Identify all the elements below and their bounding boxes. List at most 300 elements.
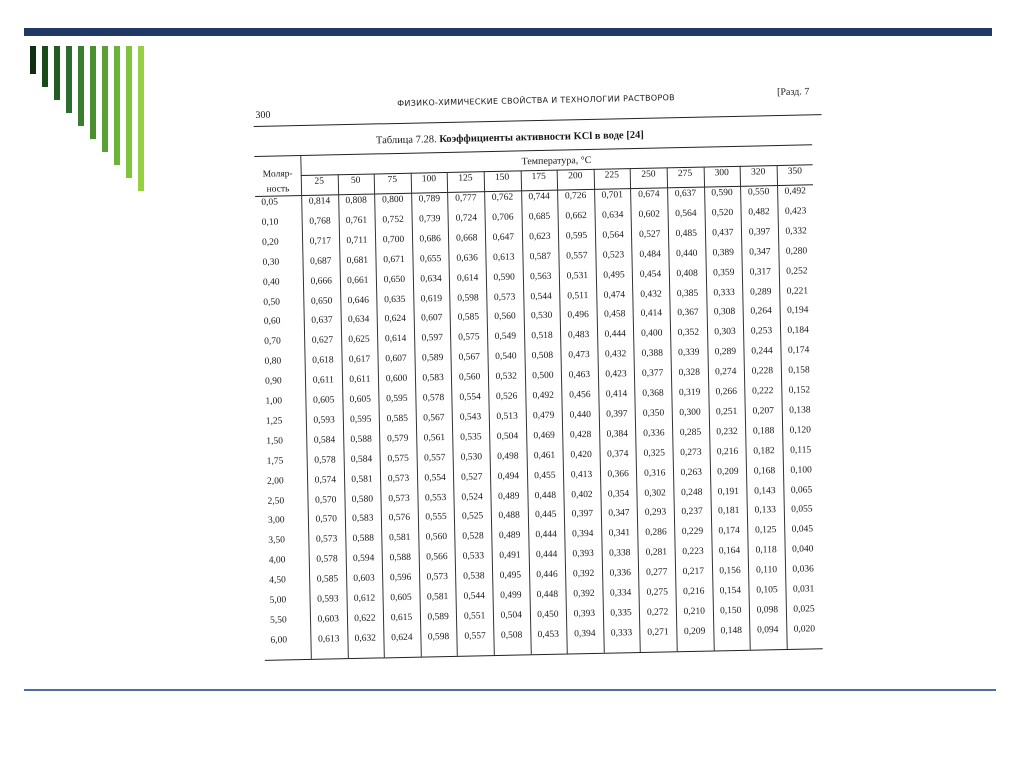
activity-coefficient-cell: 0,492 (532, 390, 555, 402)
activity-coefficient-cell: 0,020 (793, 624, 816, 635)
activity-coefficient-cell: 0,120 (789, 425, 812, 436)
activity-coefficient-cell: 0,184 (787, 325, 809, 337)
activity-coefficient-cell: 0,168 (753, 465, 776, 477)
activity-coefficient-cell: 0,581 (389, 533, 411, 544)
activity-coefficient-cell: 0,207 (752, 406, 775, 417)
activity-coefficient-cell: 0,590 (493, 272, 515, 283)
activity-coefficient-cell: 0,594 (352, 553, 375, 565)
activity-coefficient-cell: 0,602 (638, 209, 661, 220)
activity-coefficient-cell: 0,341 (608, 528, 631, 539)
temperature-column-header: 350 (787, 166, 803, 177)
activity-coefficient-cell: 0,605 (349, 394, 372, 406)
activity-coefficient-cell: 0,789 (418, 194, 441, 205)
activity-coefficient-cell: 0,045 (791, 524, 814, 536)
activity-coefficient-cell: 0,125 (754, 525, 777, 536)
activity-coefficient-cell: 0,555 (425, 512, 447, 523)
activity-coefficient-cell: 0,530 (530, 311, 553, 322)
activity-coefficient-cell: 0,635 (384, 294, 406, 305)
activity-coefficient-cell: 0,524 (461, 491, 483, 503)
activity-coefficient-cell: 0,489 (498, 530, 521, 542)
activity-coefficient-cell: 0,598 (457, 292, 479, 304)
activity-coefficient-cell: 0,222 (752, 386, 774, 397)
activity-coefficient-cell: 0,232 (716, 426, 738, 438)
activity-coefficient-cell: 0,605 (312, 395, 335, 406)
molality-value: 0,30 (262, 257, 280, 268)
molality-value: 0,90 (264, 376, 282, 387)
activity-coefficient-cell: 0,336 (609, 568, 632, 579)
table-title-prefix: Таблица 7.28. (375, 134, 437, 147)
activity-coefficient-cell: 0,518 (531, 331, 553, 342)
activity-coefficient-cell: 0,647 (492, 232, 515, 243)
activity-coefficient-cell: 0,280 (785, 246, 808, 257)
activity-coefficient-cell: 0,036 (792, 564, 814, 575)
activity-coefficient-cell: 0,385 (676, 288, 699, 299)
activity-coefficient-cell: 0,094 (757, 624, 779, 636)
temperature-column-header: 225 (604, 170, 620, 181)
activity-coefficient-cell: 0,560 (425, 532, 448, 543)
activity-coefficient-cell: 0,724 (455, 213, 478, 224)
activity-coefficient-cell: 0,110 (755, 565, 778, 576)
activity-coefficient-cell: 0,598 (427, 631, 450, 643)
activity-coefficient-cell: 0,210 (683, 606, 706, 617)
activity-coefficient-cell: 0,540 (495, 351, 517, 363)
activity-coefficient-cell: 0,263 (680, 467, 703, 478)
activity-coefficient-cell: 0,485 (675, 228, 698, 239)
activity-coefficient-cell: 0,567 (423, 412, 445, 424)
activity-coefficient-cell: 0,388 (641, 348, 664, 360)
activity-coefficient-cell: 0,455 (534, 470, 556, 481)
activity-coefficient-cell: 0,334 (609, 588, 632, 599)
activity-coefficient-cell: 0,563 (529, 271, 552, 282)
activity-coefficient-cell: 0,444 (604, 329, 627, 340)
temperature-column-header: 275 (677, 168, 693, 180)
activity-coefficient-cell: 0,583 (422, 373, 444, 384)
activity-coefficient-cell: 0,319 (678, 387, 701, 399)
activity-coefficient-cell: 0,174 (718, 526, 740, 537)
activity-coefficient-cell: 0,686 (419, 233, 441, 245)
activity-coefficient-cell: 0,595 (349, 414, 372, 425)
stripe-2 (42, 46, 48, 87)
activity-coefficient-cell: 0,437 (712, 227, 734, 239)
activity-coefficient-cell: 0,473 (568, 350, 590, 361)
activity-coefficient-cell: 0,281 (645, 547, 668, 559)
molality-header-line2: ность (266, 184, 290, 195)
molality-value: 1,50 (266, 436, 284, 447)
activity-coefficient-cell: 0,551 (463, 611, 486, 622)
activity-coefficient-cell: 0,585 (316, 574, 339, 585)
activity-coefficient-cell: 0,615 (390, 612, 413, 624)
running-head: ФИЗИКО-ХИМИЧЕСКИЕ СВОЙСТВА И ТЕХНОЛОГИИ РАСТВОРОВ (397, 93, 676, 108)
activity-coefficient-cell: 0,549 (494, 331, 517, 343)
activity-coefficient-cell: 0,479 (532, 410, 555, 422)
activity-coefficient-cell: 0,611 (312, 375, 334, 386)
molality-header (255, 167, 302, 198)
activity-coefficient-cell: 0,814 (308, 196, 331, 207)
activity-coefficient-cell: 0,440 (569, 409, 592, 421)
activity-coefficient-cell: 0,573 (388, 493, 410, 504)
activity-coefficient-cell: 0,526 (495, 391, 518, 402)
activity-coefficient-cell: 0,264 (750, 306, 772, 318)
activity-coefficient-cell: 0,384 (606, 429, 629, 440)
activity-coefficient-cell: 0,661 (347, 275, 369, 286)
activity-coefficient-cell: 0,339 (678, 347, 700, 359)
activity-coefficient-cell: 0,293 (644, 507, 667, 519)
activity-coefficient-cell: 0,528 (462, 531, 484, 543)
activity-coefficient-cell: 0,607 (421, 313, 443, 324)
activity-coefficient-cell: 0,275 (646, 587, 669, 598)
activity-coefficient-cell: 0,564 (675, 208, 697, 220)
activity-coefficient-cell: 0,527 (460, 471, 483, 483)
activity-coefficient-cell: 0,423 (605, 369, 627, 380)
activity-coefficient-cell: 0,191 (717, 486, 740, 497)
activity-coefficient-cell: 0,584 (350, 454, 373, 465)
activity-coefficient-cell: 0,538 (463, 571, 485, 582)
activity-coefficient-cell: 0,482 (748, 207, 770, 218)
activity-coefficient-cell: 0,285 (679, 427, 702, 438)
activity-coefficient-cell: 0,619 (420, 293, 443, 305)
activity-coefficient-cell: 0,392 (572, 569, 595, 580)
top-accent-bar (24, 28, 992, 36)
activity-coefficient-cell: 0,414 (640, 308, 663, 320)
activity-coefficient-cell: 0,590 (711, 187, 733, 199)
activity-coefficient-cell: 0,527 (638, 229, 661, 240)
activity-coefficient-cell: 0,585 (457, 312, 480, 324)
temperature-column-header: 150 (494, 172, 510, 183)
activity-coefficient-cell: 0,674 (638, 189, 660, 200)
activity-coefficient-cell: 0,578 (316, 554, 338, 565)
activity-coefficient-cell: 0,300 (679, 407, 701, 419)
activity-coefficient-cell: 0,762 (491, 192, 514, 204)
activity-coefficient-cell: 0,448 (536, 589, 559, 601)
activity-coefficient-cell: 0,115 (790, 445, 812, 456)
activity-coefficient-cell: 0,209 (717, 466, 739, 477)
activity-coefficient-cell: 0,105 (756, 585, 778, 596)
activity-coefficient-cell: 0,573 (315, 534, 338, 546)
molality-value: 1,25 (265, 416, 283, 427)
activity-coefficient-cell: 0,143 (754, 485, 776, 497)
activity-coefficient-cell: 0,593 (317, 594, 339, 605)
activity-coefficient-cell: 0,573 (387, 473, 410, 484)
activity-coefficient-cell: 0,397 (571, 509, 594, 520)
activity-coefficient-cell: 0,432 (640, 288, 662, 300)
activity-coefficient-cell: 0,414 (605, 389, 628, 400)
activity-coefficient-cell: 0,612 (353, 593, 376, 604)
temperature-column-header: 100 (421, 174, 437, 185)
stripe-6 (90, 46, 96, 139)
activity-coefficient-cell: 0,579 (386, 433, 409, 445)
activity-coefficient-cell: 0,488 (498, 510, 520, 522)
activity-coefficient-cell: 0,560 (458, 372, 481, 383)
activity-coefficient-cell: 0,508 (531, 350, 554, 362)
activity-coefficient-cell: 0,138 (789, 405, 811, 416)
molality-value: 0,60 (263, 316, 281, 328)
activity-coefficient-cell: 0,182 (753, 445, 775, 457)
activity-coefficient-cell: 0,632 (354, 633, 377, 644)
stripe-8 (114, 46, 120, 165)
activity-coefficient-cell: 0,408 (676, 268, 698, 279)
activity-coefficient-cell: 0,717 (309, 236, 332, 247)
molality-value: 3,00 (267, 515, 285, 527)
molality-value: 1,75 (266, 456, 284, 467)
activity-coefficient-cell: 0,655 (419, 253, 442, 265)
activity-coefficient-cell: 0,359 (712, 267, 735, 278)
activity-coefficient-cell: 0,489 (497, 491, 520, 502)
activity-coefficient-cell: 0,603 (353, 573, 375, 585)
activity-coefficient-cell: 0,531 (566, 270, 589, 282)
activity-coefficient-cell: 0,221 (786, 285, 809, 297)
activity-coefficient-cell: 0,681 (346, 255, 369, 266)
activity-coefficient-cell: 0,576 (388, 513, 411, 524)
activity-coefficient-cell: 0,150 (720, 605, 742, 617)
activity-coefficient-cell: 0,440 (675, 248, 698, 259)
activity-coefficient-cell: 0,248 (680, 487, 703, 498)
activity-coefficient-cell: 0,445 (534, 510, 557, 521)
activity-coefficient-cell: 0,031 (792, 584, 815, 595)
molality-value: 0,40 (262, 277, 280, 288)
activity-coefficient-cell: 0,554 (459, 392, 481, 403)
activity-coefficient-cell: 0,389 (712, 247, 735, 259)
activity-coefficient-cell: 0,461 (533, 450, 556, 461)
activity-coefficient-cell: 0,589 (427, 611, 449, 623)
temperature-column-header: 200 (568, 171, 583, 182)
activity-coefficient-cell: 0,251 (715, 406, 738, 418)
activity-coefficient-cell: 0,444 (535, 549, 558, 561)
activity-coefficient-cell: 0,484 (639, 249, 661, 260)
activity-coefficient-cell: 0,800 (381, 194, 404, 206)
activity-coefficient-cell: 0,589 (421, 353, 444, 364)
activity-coefficient-cell: 0,055 (791, 504, 813, 516)
activity-coefficient-cell: 0,744 (528, 191, 550, 203)
activity-coefficient-cell: 0,535 (460, 432, 482, 443)
activity-coefficient-cell: 0,595 (565, 230, 588, 242)
activity-coefficient-cell: 0,025 (793, 604, 815, 615)
activity-coefficient-cell: 0,557 (423, 452, 446, 464)
activity-coefficient-cell: 0,625 (348, 334, 370, 346)
activity-coefficient-cell: 0,181 (717, 506, 740, 517)
temperature-column-header: 250 (641, 169, 656, 180)
activity-coefficient-cell: 0,508 (500, 630, 523, 641)
activity-coefficient-cell: 0,525 (461, 511, 484, 523)
activity-coefficient-cell: 0,560 (494, 311, 516, 323)
temperature-column-header: 300 (714, 168, 729, 179)
activity-coefficient-cell: 0,394 (574, 628, 596, 640)
activity-coefficient-cell: 0,118 (755, 545, 777, 556)
activity-coefficient-cell: 0,520 (711, 207, 734, 219)
activity-coefficient-cell: 0,347 (608, 508, 630, 520)
activity-coefficient-cell: 0,504 (500, 610, 523, 621)
activity-coefficient-cell: 0,605 (390, 592, 412, 604)
stripe-4 (66, 46, 72, 113)
activity-coefficient-cell: 0,148 (720, 625, 743, 637)
activity-coefficient-cell: 0,328 (678, 367, 701, 379)
activity-coefficient-cell: 0,393 (572, 549, 594, 560)
activity-coefficient-cell: 0,393 (573, 608, 596, 620)
molality-value: 3,50 (268, 535, 286, 547)
activity-coefficient-cell: 0,504 (496, 431, 519, 442)
temperature-column-header: 320 (751, 167, 766, 178)
activity-coefficient-cell: 0,581 (426, 592, 449, 603)
activity-coefficient-cell: 0,494 (497, 471, 520, 482)
activity-coefficient-cell: 0,174 (787, 345, 810, 357)
activity-coefficient-cell: 0,100 (790, 464, 812, 476)
stripe-1 (30, 46, 36, 74)
activity-coefficient-cell: 0,550 (747, 187, 770, 198)
activity-coefficient-cell: 0,336 (643, 428, 665, 439)
activity-coefficient-cell: 0,808 (345, 195, 367, 207)
activity-coefficient-cell: 0,272 (646, 607, 669, 618)
activity-coefficient-cell: 0,553 (424, 492, 447, 503)
activity-coefficient-cell: 0,668 (455, 233, 478, 244)
activity-coefficient-cell: 0,333 (713, 287, 735, 298)
activity-coefficient-cell: 0,523 (602, 249, 625, 261)
activity-coefficient-cell: 0,413 (570, 469, 593, 481)
temperature-column-header: 75 (387, 175, 398, 186)
activity-coefficient-cell: 0,564 (602, 230, 624, 241)
activity-coefficient-cell: 0,277 (646, 567, 668, 578)
activity-coefficient-cell: 0,777 (455, 193, 477, 204)
molality-value: 4,00 (268, 555, 286, 566)
stripe-7 (102, 46, 108, 152)
activity-coefficient-cell: 0,244 (751, 346, 773, 357)
activity-coefficient-cell: 0,711 (346, 235, 368, 246)
activity-coefficient-cell: 0,446 (536, 569, 558, 581)
activity-coefficient-cell: 0,495 (499, 570, 522, 582)
temperature-column-header: 50 (350, 175, 361, 186)
activity-coefficient-cell: 0,637 (311, 315, 333, 327)
activity-coefficient-cell: 0,544 (530, 291, 552, 302)
activity-coefficient-cell: 0,188 (752, 425, 775, 437)
activity-coefficient-cell: 0,463 (568, 370, 591, 381)
stripe-9 (126, 46, 132, 178)
activity-coefficient-cell: 0,570 (315, 494, 337, 506)
activity-coefficient-cell: 0,614 (456, 272, 479, 284)
activity-coefficient-cell: 0,496 (567, 310, 589, 321)
activity-coefficient-cell: 0,566 (426, 552, 448, 563)
activity-coefficient-cell: 0,453 (537, 629, 560, 640)
activity-coefficient-cell: 0,354 (607, 488, 630, 500)
activity-coefficient-cell: 0,400 (641, 328, 663, 340)
activity-coefficient-cell: 0,289 (749, 286, 772, 298)
activity-coefficient-cell: 0,158 (788, 365, 810, 376)
activity-coefficient-cell: 0,228 (751, 366, 774, 377)
activity-coefficient-cell: 0,530 (460, 451, 483, 463)
activity-coefficient-cell: 0,624 (384, 314, 407, 325)
activity-coefficient-cell: 0,543 (459, 412, 482, 423)
decorative-stripes (30, 46, 170, 206)
activity-coefficient-cell: 0,271 (647, 627, 669, 638)
temperature-column-header: 175 (531, 171, 546, 183)
activity-coefficient-cell: 0,420 (570, 449, 592, 461)
activity-coefficient-cell: 0,366 (607, 468, 629, 480)
activity-coefficient-cell: 0,650 (383, 274, 406, 285)
activity-coefficient-cell: 0,623 (529, 231, 551, 243)
activity-coefficient-cell: 0,098 (756, 605, 779, 616)
activity-coefficient-cell: 0,578 (314, 455, 336, 466)
activity-coefficient-cell: 0,701 (601, 190, 624, 201)
activity-coefficient-cell: 0,627 (311, 335, 334, 347)
activity-coefficient-cell: 0,600 (385, 373, 408, 385)
activity-coefficient-cell: 0,237 (681, 507, 703, 518)
activity-coefficient-cell: 0,575 (458, 332, 480, 344)
activity-coefficient-cell: 0,040 (791, 544, 814, 555)
activity-coefficient-cell: 0,456 (569, 389, 591, 401)
activity-coefficient-cell: 0,377 (641, 368, 664, 380)
molality-value: 0,10 (261, 217, 279, 228)
activity-coefficient-cell: 0,474 (603, 289, 626, 301)
activity-coefficient-cell: 0,706 (492, 212, 514, 223)
activity-coefficient-cell: 0,266 (715, 386, 738, 398)
activity-coefficient-cell: 0,154 (719, 585, 742, 597)
activity-coefficient-cell: 0,585 (386, 413, 409, 425)
activity-coefficient-cell: 0,164 (718, 546, 741, 557)
activity-coefficient-cell: 0,458 (604, 309, 626, 321)
activity-coefficient-cell: 0,637 (674, 188, 697, 200)
molality-value: 6,00 (270, 635, 288, 646)
stripe-5 (78, 46, 84, 126)
activity-coefficient-cell: 0,498 (497, 451, 519, 462)
activity-coefficient-cell: 0,316 (643, 468, 666, 479)
stripe-10 (138, 46, 144, 191)
activity-coefficient-cell: 0,350 (642, 408, 665, 419)
molality-value: 2,00 (267, 476, 284, 487)
activity-coefficient-cell: 0,583 (352, 513, 374, 525)
activity-coefficient-cell: 0,624 (391, 632, 413, 644)
activity-coefficient-cell: 0,325 (643, 448, 666, 459)
activity-coefficient-cell: 0,634 (601, 210, 624, 221)
activity-coefficient-cell: 0,574 (314, 474, 337, 486)
activity-coefficient-cell: 0,544 (463, 591, 486, 602)
activity-coefficient-cell: 0,492 (784, 186, 807, 197)
activity-coefficient-cell: 0,588 (389, 552, 412, 564)
activity-coefficient-cell: 0,761 (345, 215, 368, 226)
activity-coefficient-cell: 0,317 (749, 266, 772, 278)
activity-coefficient-cell: 0,726 (564, 191, 587, 202)
activity-coefficient-cell: 0,444 (535, 530, 557, 541)
molality-value: 2,50 (267, 495, 285, 507)
activity-coefficient-cell: 0,302 (644, 487, 666, 499)
activity-coefficient-cell: 0,595 (386, 393, 408, 405)
activity-coefficient-cell: 0,700 (382, 234, 405, 246)
molality-value: 0,50 (263, 296, 281, 308)
activity-coefficient-cell: 0,561 (423, 432, 446, 444)
activity-coefficient-cell: 0,580 (351, 494, 374, 505)
activity-coefficient-cell: 0,450 (537, 609, 559, 621)
activity-coefficient-cell: 0,367 (677, 308, 699, 319)
activity-coefficient-cell: 0,578 (422, 393, 445, 404)
activity-coefficient-cell: 0,581 (351, 474, 373, 485)
activity-coefficient-cell: 0,335 (610, 608, 632, 619)
activity-coefficient-cell: 0,392 (573, 588, 595, 600)
activity-coefficient-cell: 0,352 (677, 328, 700, 339)
activity-coefficient-cell: 0,666 (310, 275, 333, 287)
activity-coefficient-cell: 0,588 (350, 434, 372, 445)
activity-coefficient-cell: 0,194 (786, 305, 809, 317)
activity-coefficient-cell: 0,603 (317, 614, 340, 625)
activity-coefficient-cell: 0,216 (683, 586, 705, 598)
activity-coefficient-cell: 0,588 (352, 533, 375, 545)
activity-coefficient-cell: 0,650 (310, 295, 333, 307)
activity-coefficient-cell: 0,575 (387, 453, 409, 464)
activity-coefficient-cell: 0,500 (532, 370, 554, 382)
temperature-column-header: 125 (458, 173, 473, 184)
activity-coefficient-cell: 0,216 (716, 446, 739, 458)
activity-coefficient-cell: 0,454 (639, 269, 662, 280)
activity-coefficient-cell: 0,636 (456, 253, 478, 264)
activity-coefficient-cell: 0,596 (389, 572, 412, 584)
activity-coefficient-cell: 0,671 (383, 254, 405, 265)
activity-coefficient-cell: 0,634 (420, 273, 442, 285)
activity-coefficient-cell: 0,253 (750, 326, 773, 337)
